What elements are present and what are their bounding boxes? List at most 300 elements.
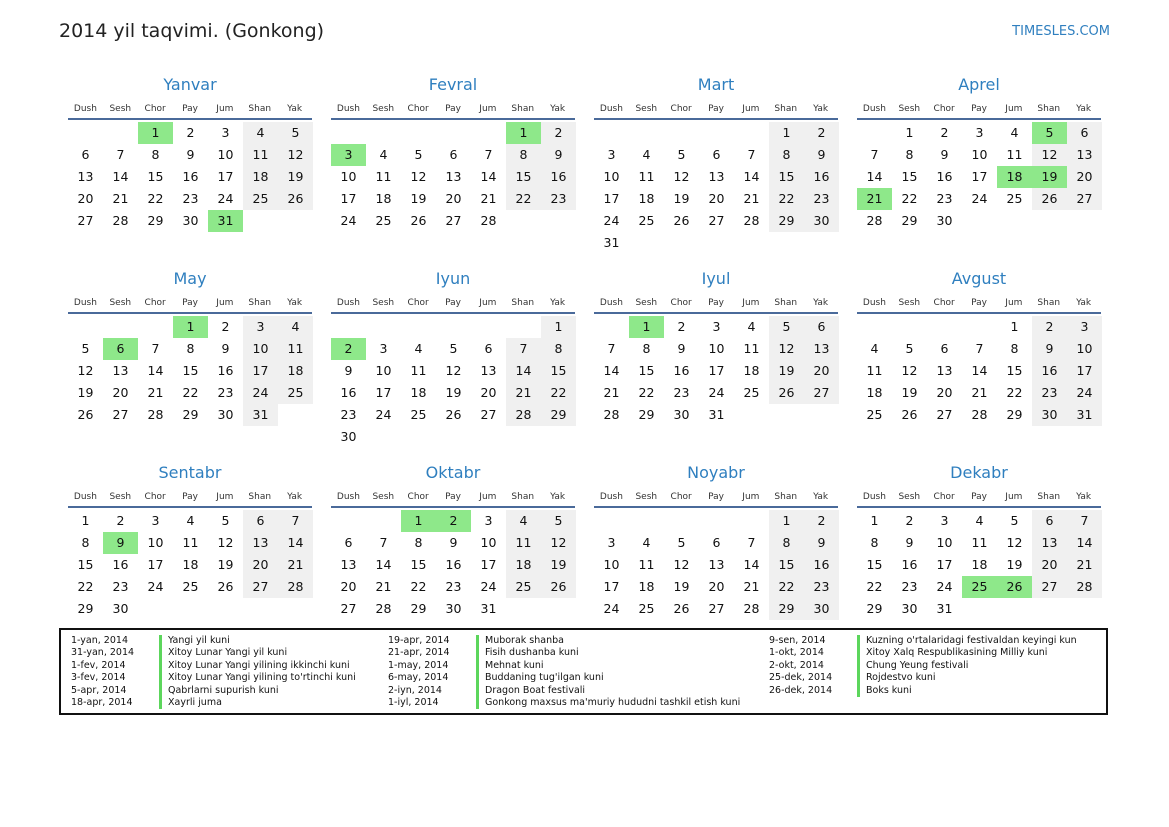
holiday-day-cell: 21 — [857, 188, 892, 210]
legend-column — [769, 635, 1077, 697]
weekday-label: Sesh — [372, 104, 395, 114]
day-cell: 25 — [638, 601, 655, 616]
day-cell: 6 — [712, 147, 721, 162]
day-cell: 1 — [870, 513, 879, 528]
weekday-label: Sesh — [109, 298, 132, 308]
holiday-day-cell: 26 — [997, 576, 1032, 598]
day-cell: 4 — [747, 319, 756, 334]
month-may — [68, 268, 312, 462]
weekday-label: Yak — [550, 298, 566, 308]
day-cell: 12 — [217, 535, 234, 550]
day-cell: 14 — [743, 557, 760, 572]
day-cell: 16 — [1032, 360, 1067, 382]
day-cell: 13 — [340, 557, 357, 572]
legend-item — [71, 672, 356, 684]
day-cell: 20 — [112, 385, 129, 400]
day-cell: 22 — [638, 385, 655, 400]
weekday-header — [594, 102, 838, 120]
day-cell: 20 — [340, 579, 357, 594]
day-cell: 15 — [866, 557, 883, 572]
day-cell: 17 — [1067, 360, 1102, 382]
day-cell: 19 — [541, 554, 576, 576]
day-cell: 15 — [1006, 363, 1023, 378]
day-cell: 22 — [1006, 385, 1023, 400]
day-cell: 11 — [243, 144, 278, 166]
legend-date: 21-apr, 2014 — [388, 647, 450, 659]
day-cell: 7 — [151, 341, 160, 356]
legend-date: 1-okt, 2014 — [769, 647, 824, 659]
day-cell: 12 — [769, 338, 804, 360]
day-cell: 18 — [971, 557, 988, 572]
empty-cell — [857, 122, 892, 144]
weekday-label: Chor — [144, 298, 166, 308]
day-cell: 3 — [151, 513, 160, 528]
day-cell: 11 — [375, 169, 392, 184]
weekday-label: Pay — [971, 298, 987, 308]
empty-cell — [331, 122, 366, 144]
day-cell: 6 — [81, 147, 90, 162]
day-cell: 11 — [278, 338, 313, 360]
holiday-day-cell: 9 — [103, 532, 138, 554]
month-name: Oktabr — [425, 463, 481, 482]
day-cell: 10 — [243, 338, 278, 360]
weekday-label: Pay — [971, 492, 987, 502]
day-cell: 15 — [769, 166, 804, 188]
day-cell: 17 — [243, 360, 278, 382]
holiday-day-cell: 1 — [629, 316, 664, 338]
month-name: Iyun — [435, 269, 471, 288]
holiday-day-cell: 1 — [401, 510, 436, 532]
day-cell: 20 — [243, 554, 278, 576]
day-cell: 2 — [186, 125, 195, 140]
day-cell: 2 — [940, 125, 949, 140]
legend-holiday-name: Xitoy Lunar Yangi yilining to'rtinchi kuni — [168, 672, 356, 684]
empty-cell — [471, 316, 506, 338]
weekday-label: Pay — [182, 492, 198, 502]
weekday-label: Dush — [599, 298, 623, 308]
month-fevral — [331, 74, 575, 268]
day-cell: 25 — [638, 213, 655, 228]
legend-item — [388, 660, 740, 672]
weekday-label: Yak — [287, 298, 303, 308]
day-cell: 30 — [804, 210, 839, 232]
day-cell: 4 — [870, 341, 879, 356]
day-cell: 5 — [414, 147, 423, 162]
day-cell: 21 — [743, 191, 760, 206]
day-cell: 30 — [901, 601, 918, 616]
day-grid — [331, 508, 575, 620]
day-cell: 21 — [112, 191, 129, 206]
holiday-day-cell: 3 — [331, 144, 366, 166]
day-cell: 14 — [278, 532, 313, 554]
day-cell: 1 — [81, 513, 90, 528]
day-cell: 28 — [603, 407, 620, 422]
legend-holiday-name: Xitoy Lunar Yangi yil kuni — [168, 647, 288, 659]
weekday-header — [857, 102, 1101, 120]
day-cell: 9 — [449, 535, 458, 550]
day-cell: 19 — [901, 385, 918, 400]
day-cell: 29 — [77, 601, 94, 616]
weekday-label: Sesh — [898, 104, 921, 114]
day-cell: 21 — [971, 385, 988, 400]
day-cell: 16 — [182, 169, 199, 184]
day-cell: 27 — [480, 407, 497, 422]
day-cell: 24 — [243, 382, 278, 404]
day-cell: 28 — [506, 404, 541, 426]
day-cell: 30 — [112, 601, 129, 616]
day-cell: 3 — [607, 147, 616, 162]
weekday-header — [68, 490, 312, 508]
day-cell: 12 — [77, 363, 94, 378]
day-cell: 7 — [506, 338, 541, 360]
legend-item — [388, 635, 740, 647]
day-cell: 18 — [743, 363, 760, 378]
legend-holiday-name: Kuzning o'rtalaridagi festivaldan keyingi kun — [866, 635, 1077, 646]
day-cell: 24 — [375, 407, 392, 422]
weekday-label: Chor — [407, 104, 429, 114]
day-cell: 24 — [971, 191, 988, 206]
day-cell: 9 — [804, 532, 839, 554]
legend-date: 1-may, 2014 — [388, 659, 449, 671]
day-cell: 21 — [278, 554, 313, 576]
day-cell: 9 — [677, 341, 686, 356]
day-cell: 12 — [1032, 144, 1067, 166]
legend-holiday-name: Xitoy Xalq Respublikasining Milliy kuni — [866, 647, 1048, 659]
day-cell: 30 — [936, 213, 953, 228]
day-cell: 21 — [375, 579, 392, 594]
day-cell: 23 — [182, 191, 199, 206]
day-cell: 22 — [866, 579, 883, 594]
day-cell: 16 — [673, 363, 690, 378]
legend-marker — [159, 660, 162, 672]
legend-item — [769, 660, 1077, 672]
month-oktabr — [331, 462, 575, 656]
weekday-label: Jum — [479, 104, 497, 114]
day-cell: 4 — [278, 316, 313, 338]
day-cell: 13 — [804, 338, 839, 360]
day-cell: 3 — [221, 125, 230, 140]
day-cell: 3 — [975, 125, 984, 140]
legend-date: 9-sen, 2014 — [769, 635, 826, 646]
day-cell: 2 — [804, 510, 839, 532]
day-cell: 6 — [344, 535, 353, 550]
legend-item — [388, 697, 740, 709]
day-cell: 5 — [677, 147, 686, 162]
day-cell: 14 — [866, 169, 883, 184]
day-cell: 4 — [414, 341, 423, 356]
day-cell: 27 — [804, 382, 839, 404]
day-cell: 7 — [747, 535, 756, 550]
day-cell: 28 — [147, 407, 164, 422]
day-cell: 19 — [769, 360, 804, 382]
legend-item — [388, 685, 740, 697]
day-cell: 24 — [603, 601, 620, 616]
day-cell: 24 — [480, 579, 497, 594]
day-cell: 12 — [410, 169, 427, 184]
day-cell: 17 — [936, 557, 953, 572]
weekday-label: Jum — [479, 492, 497, 502]
weekday-label: Yak — [287, 104, 303, 114]
weekday-label: Jum — [742, 492, 760, 502]
day-cell: 14 — [743, 169, 760, 184]
month-dekabr — [857, 462, 1101, 656]
day-cell: 31 — [480, 601, 497, 616]
day-cell: 24 — [340, 213, 357, 228]
day-cell: 20 — [936, 385, 953, 400]
legend-holiday-name: Mehnat kuni — [485, 659, 544, 671]
day-cell: 4 — [975, 513, 984, 528]
weekday-label: Jum — [1005, 298, 1023, 308]
weekday-label: Shan — [248, 104, 272, 114]
day-grid — [594, 120, 838, 254]
day-cell: 3 — [607, 535, 616, 550]
day-cell: 8 — [186, 341, 195, 356]
day-cell: 21 — [506, 382, 541, 404]
day-cell: 25 — [278, 382, 313, 404]
calendar-grid — [68, 74, 1101, 656]
day-cell: 23 — [217, 385, 234, 400]
day-cell: 27 — [340, 601, 357, 616]
day-cell: 2 — [221, 319, 230, 334]
day-cell: 30 — [673, 407, 690, 422]
day-cell: 28 — [743, 213, 760, 228]
weekday-label: Shan — [248, 298, 272, 308]
empty-cell — [664, 122, 699, 144]
day-cell: 1 — [1010, 319, 1019, 334]
day-cell: 3 — [379, 341, 388, 356]
weekday-label: Chor — [144, 104, 166, 114]
weekday-label: Sesh — [372, 492, 395, 502]
day-cell: 3 — [712, 319, 721, 334]
day-cell: 18 — [638, 191, 655, 206]
weekday-label: Shan — [1037, 104, 1061, 114]
weekday-label: Dush — [73, 104, 97, 114]
weekday-header — [857, 490, 1101, 508]
day-cell: 25 — [375, 213, 392, 228]
day-cell: 7 — [278, 510, 313, 532]
weekday-label: Chor — [670, 492, 692, 502]
weekday-label: Dush — [599, 104, 623, 114]
legend-column — [388, 635, 740, 709]
month-name: Noyabr — [687, 463, 745, 482]
empty-cell — [506, 316, 541, 338]
empty-cell — [138, 316, 173, 338]
weekday-label: Sesh — [635, 492, 658, 502]
day-cell: 12 — [445, 363, 462, 378]
weekday-header — [594, 490, 838, 508]
legend-marker — [476, 685, 479, 697]
day-cell: 27 — [708, 601, 725, 616]
weekday-label: Jum — [216, 492, 234, 502]
day-cell: 27 — [1067, 188, 1102, 210]
day-cell: 13 — [77, 169, 94, 184]
day-cell: 14 — [480, 169, 497, 184]
legend-item — [71, 685, 356, 697]
empty-cell — [664, 510, 699, 532]
day-cell: 9 — [1032, 338, 1067, 360]
weekday-header — [331, 296, 575, 314]
weekday-label: Chor — [407, 298, 429, 308]
weekday-label: Pay — [971, 104, 987, 114]
legend-item — [769, 647, 1077, 659]
day-cell: 25 — [410, 407, 427, 422]
legend-holiday-name: Gonkong maxsus ma'muriy hududni tashkil etish kuni — [485, 696, 741, 708]
day-cell: 12 — [1006, 535, 1023, 550]
day-cell: 11 — [743, 341, 760, 356]
day-cell: 10 — [603, 557, 620, 572]
day-cell: 28 — [743, 601, 760, 616]
legend-holiday-name: Buddaning tug'ilgan kuni — [485, 672, 604, 684]
month-name: Avgust — [951, 269, 1007, 288]
weekday-label: Dush — [73, 298, 97, 308]
empty-cell — [401, 122, 436, 144]
day-cell: 28 — [480, 213, 497, 228]
day-cell: 13 — [243, 532, 278, 554]
day-cell: 7 — [607, 341, 616, 356]
day-cell: 22 — [769, 188, 804, 210]
day-cell: 8 — [905, 147, 914, 162]
month-iyul — [594, 268, 838, 462]
holiday-day-cell: 2 — [436, 510, 471, 532]
day-cell: 1 — [769, 510, 804, 532]
weekday-label: Pay — [445, 104, 461, 114]
day-cell: 11 — [638, 557, 655, 572]
day-grid — [331, 314, 575, 448]
day-cell: 9 — [804, 144, 839, 166]
day-cell: 26 — [278, 188, 313, 210]
day-cell: 8 — [151, 147, 160, 162]
weekday-label: Dush — [862, 492, 886, 502]
day-cell: 19 — [445, 385, 462, 400]
holiday-day-cell: 2 — [331, 338, 366, 360]
legend-date: 25-dek, 2014 — [769, 672, 833, 684]
legend-marker — [857, 672, 860, 684]
day-cell: 10 — [147, 535, 164, 550]
day-cell: 18 — [506, 554, 541, 576]
legend-holiday-name: Xitoy Lunar Yangi yilining ikkinchi kuni — [168, 659, 350, 671]
day-cell: 4 — [243, 122, 278, 144]
holiday-day-cell: 1 — [138, 122, 173, 144]
day-cell: 18 — [410, 385, 427, 400]
empty-cell — [401, 316, 436, 338]
weekday-header — [331, 490, 575, 508]
day-cell: 19 — [410, 191, 427, 206]
day-cell: 18 — [375, 191, 392, 206]
empty-cell — [331, 510, 366, 532]
day-cell: 27 — [708, 213, 725, 228]
weekday-label: Pay — [445, 298, 461, 308]
day-cell: 17 — [480, 557, 497, 572]
weekday-label: Dush — [862, 104, 886, 114]
brand-link[interactable]: TIMESLES.COM — [1012, 24, 1110, 39]
day-cell: 4 — [506, 510, 541, 532]
day-cell: 18 — [182, 557, 199, 572]
day-cell: 15 — [182, 363, 199, 378]
day-cell: 16 — [217, 363, 234, 378]
day-cell: 27 — [1032, 576, 1067, 598]
day-cell: 26 — [217, 579, 234, 594]
day-cell: 18 — [278, 360, 313, 382]
day-cell: 24 — [1067, 382, 1102, 404]
day-cell: 7 — [975, 341, 984, 356]
empty-cell — [436, 316, 471, 338]
day-cell: 29 — [866, 601, 883, 616]
day-cell: 8 — [769, 532, 804, 554]
weekday-label: Jum — [742, 104, 760, 114]
day-cell: 6 — [1032, 510, 1067, 532]
day-cell: 16 — [340, 385, 357, 400]
weekday-label: Pay — [182, 298, 198, 308]
day-cell: 8 — [414, 535, 423, 550]
day-cell: 15 — [541, 360, 576, 382]
day-cell: 14 — [375, 557, 392, 572]
empty-cell — [68, 316, 103, 338]
day-cell: 6 — [449, 147, 458, 162]
day-cell: 4 — [642, 147, 651, 162]
day-cell: 13 — [1067, 144, 1102, 166]
day-cell: 29 — [147, 213, 164, 228]
holiday-day-cell: 5 — [1032, 122, 1067, 144]
day-cell: 30 — [340, 429, 357, 444]
weekday-label: Yak — [813, 104, 829, 114]
weekday-label: Chor — [933, 298, 955, 308]
day-cell: 29 — [410, 601, 427, 616]
legend-column — [71, 635, 356, 709]
weekday-label: Sesh — [898, 298, 921, 308]
day-cell: 9 — [905, 535, 914, 550]
day-cell: 5 — [1010, 513, 1019, 528]
holiday-day-cell: 31 — [208, 210, 243, 232]
day-cell: 29 — [901, 213, 918, 228]
empty-cell — [699, 510, 734, 532]
legend-item — [769, 635, 1077, 647]
day-cell: 26 — [77, 407, 94, 422]
day-cell: 5 — [278, 122, 313, 144]
day-cell: 29 — [769, 598, 804, 620]
day-cell: 10 — [708, 341, 725, 356]
day-grid — [68, 508, 312, 620]
legend-item — [769, 672, 1077, 684]
day-cell: 15 — [901, 169, 918, 184]
day-cell: 8 — [541, 338, 576, 360]
day-cell: 6 — [804, 316, 839, 338]
day-cell: 5 — [905, 341, 914, 356]
legend-date: 2-iyn, 2014 — [388, 684, 442, 696]
day-cell: 2 — [677, 319, 686, 334]
weekday-label: Sesh — [635, 104, 658, 114]
day-grid — [68, 314, 312, 426]
legend-holiday-name: Qabrlarni supurish kuni — [168, 684, 279, 696]
holiday-day-cell: 1 — [173, 316, 208, 338]
day-cell: 1 — [905, 125, 914, 140]
day-cell: 23 — [112, 579, 129, 594]
weekday-label: Yak — [813, 298, 829, 308]
day-cell: 14 — [506, 360, 541, 382]
day-cell: 1 — [769, 122, 804, 144]
legend-date: 18-apr, 2014 — [71, 696, 133, 708]
day-cell: 30 — [1032, 404, 1067, 426]
legend-marker — [476, 635, 479, 647]
day-cell: 17 — [217, 169, 234, 184]
day-cell: 27 — [77, 213, 94, 228]
legend-holiday-name: Boks kuni — [866, 684, 912, 696]
weekday-label: Sesh — [109, 492, 132, 502]
day-cell: 5 — [769, 316, 804, 338]
day-cell: 5 — [677, 535, 686, 550]
weekday-header — [331, 102, 575, 120]
day-cell: 13 — [445, 169, 462, 184]
day-cell: 9 — [186, 147, 195, 162]
